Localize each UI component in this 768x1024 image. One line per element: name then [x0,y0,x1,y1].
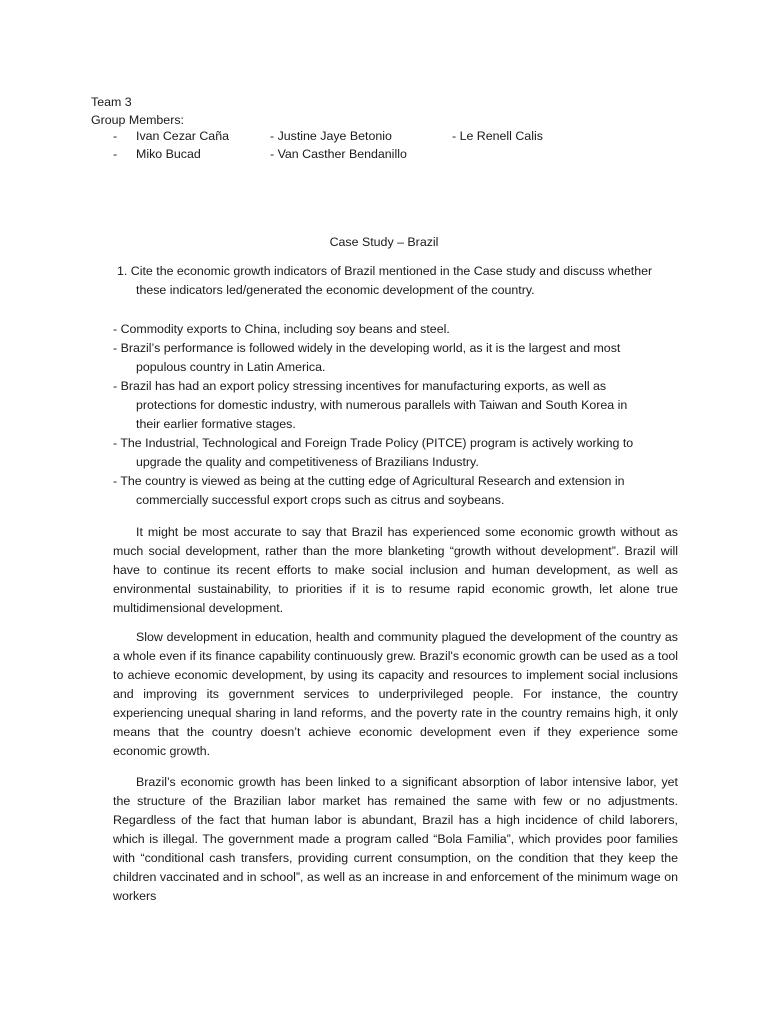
member-name: - Justine Jaye Betonio [270,129,392,143]
list-item [113,472,673,510]
body-paragraph: Brazil’s economic growth has been linked to a significant absorption of labor intensive labor, yet the structure of the Brazilian labor market has remained the same with few or no adjustments. Regardless of the fact that human labor is abundant, Brazil has a high incidence of child laborers, which is illegal. The government made a program called “Bola Familia”, which provides poor families with “conditional cash transfers, providing current consumption, on the condition that they keep the children vaccinated and in school”, as well as an increase in and enforcement of the minimum wage on workers [113,775,678,903]
member-dash: - [113,129,118,143]
member-name: - Le Renell Calis [452,129,543,143]
group-members-label: Group Members: [91,113,184,127]
team-label: Team 3 [91,95,132,109]
list-item-text: - The country is viewed as being at the cutting edge of Agricultural Research and extension in [113,474,625,488]
list-item [113,377,673,434]
body-paragraph: Slow development in education, health and community plagued the development of the country as a whole even if its finance capability continuously grew. Brazil's economic growth can be used as a tool to achieve economic development, by using its capacity and resources to implement social inclusions and improving its government services to underprivileged people. For instance, the country experiencing unequal sharing in land reforms, and the poverty rate in the country remains high, it only means that the country doesn’t achieve economic development even if they experience some economic growth. [113,630,678,758]
list-item-continuation: protections for domestic industry, with numerous parallels with Taiwan and South Korea in [136,398,628,412]
member-name: - Van Casther Bendanillo [270,147,407,161]
list-item-continuation: their earlier formative stages. [136,417,296,431]
member-dash: - [113,147,118,161]
body-paragraph: It might be most accurate to say that Brazil has experienced some economic growth without as much social development, rather than the more blanketing “growth without development”. Brazil will have to continue its recent efforts to make social inclusion and human development, as well as environmental sustainability, to priorities if it is to resume rapid economic growth, let alone true multidimensional development. [113,525,678,615]
list-item [113,320,673,339]
list-item-text: - Brazil has had an export policy stressing incentives for manufacturing exports, as well as [113,379,607,393]
list-item-continuation: upgrade the quality and competitiveness of Brazilians Industry. [136,455,479,469]
member-name: Ivan Cezar Caña [136,129,229,143]
list-item-text: - Brazil’s performance is followed widely in the developing world, as it is the largest and most [113,341,621,355]
list-item-continuation: populous country in Latin America. [136,360,326,374]
list-item-continuation: commercially successful export crops such as citrus and soybeans. [136,493,505,507]
member-name: Miko Bucad [136,147,201,161]
document-title: Case Study – Brazil [329,235,439,249]
list-item-text: - The Industrial, Technological and Foreign Trade Policy (PITCE) program is actively working to [113,436,634,450]
question-1 [117,262,662,300]
question-line: these indicators led/generated the economic development of the country. [136,283,535,297]
indicator-list [113,320,673,510]
question-line: 1. Cite the economic growth indicators of Brazil mentioned in the Case study and discuss whether [117,264,653,278]
list-item [113,339,673,377]
list-item-text: - Commodity exports to China, including soy beans and steel. [113,322,450,336]
list-item [113,434,673,472]
